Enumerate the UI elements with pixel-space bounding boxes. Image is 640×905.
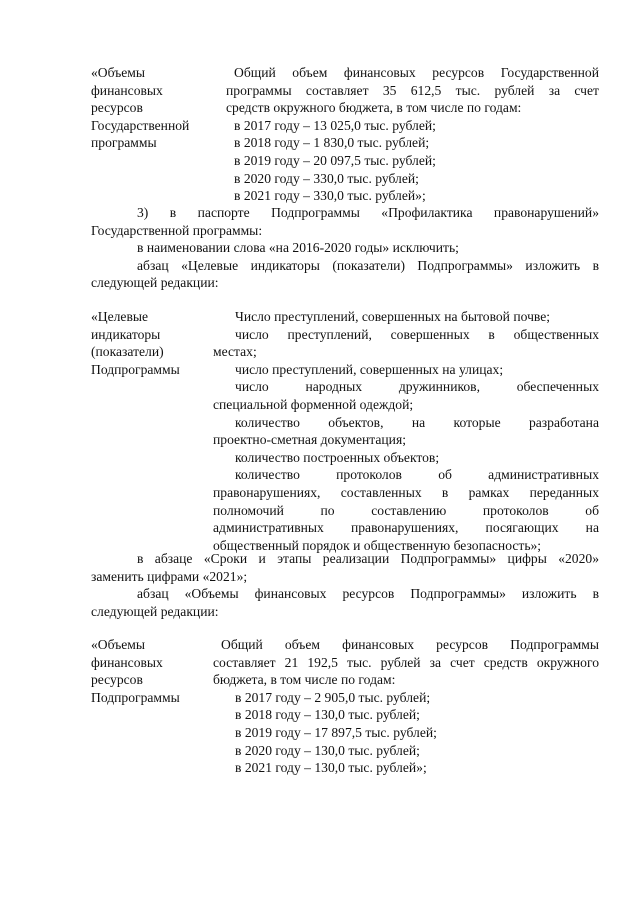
indicators-label: «Целевые индикаторы (показатели) Подпрограммы	[91, 309, 180, 377]
year-line: в 2020 году – 330,0 тыс. рублей;	[234, 170, 419, 186]
indicator-item: количество протоколов об административных правонарушениях, составленных в рамках переданных полномочий по составлению протоколов об административных правонарушениях, посягающих на общественный порядок и общественную безопасность»;	[213, 467, 599, 553]
year-line: в 2018 году – 130,0 тыс. рублей;	[235, 707, 420, 723]
indicator-item: число преступлений, совершенных в общественных местах;	[213, 326, 599, 360]
year-line: в 2017 году – 2 905,0 тыс. рублей;	[235, 689, 431, 705]
year-line: в 2021 году – 330,0 тыс. рублей»;	[234, 188, 426, 204]
indicators-value	[213, 308, 599, 554]
amendment-paragraph-2: в абзаце «Сроки и этапы реализации Подпрограммы» цифры «2020» заменить цифрами «2021»; абзац «Объемы финансовых ресурсов Подпрограммы» изложить в следующей редакции:	[91, 551, 599, 619]
indicator-item: число народных дружинников, обеспеченных специальной форменной одеждой;	[213, 379, 599, 412]
gp-funding-label: «Объемы финансовых ресурсов Государственной программы	[91, 65, 190, 151]
amendment-paragraph-1: 3) в паспорте Подпрограммы «Профилактика правонарушений» Государственной программы: в наименовании слова «на 2016-2020 годы» исключить; абзац «Целевые индикаторы (показатели) Подпрограммы» изложить в следующей редакции:	[91, 205, 599, 291]
subprogram-funding-block	[91, 636, 599, 777]
subprogram-funding-value: Общий объем финансовых ресурсов Подпрограммы составляет 21 192,5 тыс. рублей за счет средств окружного бюджета, в том числе по годам: в 2017 году – 2 905,0 тыс. рублей; в 2018 году – 130,0 тыс. рублей; в 2019 году – 17 897,5 тыс. рублей; в 2020 году – 130,0 тыс. рублей; в 2021 году – 130,0 тыс. рублей»;	[213, 637, 599, 776]
year-line: в 2021 году – 130,0 тыс. рублей»;	[235, 760, 427, 776]
gp-funding-value: Общий объем финансовых ресурсов Государственной программы составляет 35 612,5 тыс. рублей за счет средств окружного бюджета, в том числе по годам: в 2017 году – 13 025,0 тыс. рублей; в 2018 году – 1 830,0 тыс. рублей; в 2019 году – 20 097,5 тыс. рублей; в 2020 году – 330,0 тыс. рублей; в 2021 году – 330,0 тыс. рублей»;	[226, 65, 599, 204]
indicator-item: количество объектов, на которые разработана проектно-сметная документация;	[213, 414, 599, 448]
year-line: в 2019 году – 20 097,5 тыс. рублей;	[234, 152, 436, 168]
gp-funding-block	[91, 64, 599, 205]
year-line: в 2020 году – 130,0 тыс. рублей;	[235, 742, 420, 758]
gp-years-list	[226, 117, 599, 205]
subprogram-funding-label: «Объемы финансовых ресурсов Подпрограммы	[91, 637, 180, 705]
year-line: в 2018 году – 1 830,0 тыс. рублей;	[234, 135, 430, 151]
indicator-item: Число преступлений, совершенных на бытовой почве;	[235, 309, 551, 324]
subprogram-years-list	[213, 689, 599, 777]
year-line: в 2019 году – 17 897,5 тыс. рублей;	[235, 724, 437, 740]
indicators-block	[91, 308, 599, 554]
year-line: в 2017 году – 13 025,0 тыс. рублей;	[234, 117, 436, 133]
indicator-item: число преступлений, совершенных на улицах;	[235, 361, 504, 377]
indicator-item: количество построенных объектов;	[235, 449, 440, 465]
